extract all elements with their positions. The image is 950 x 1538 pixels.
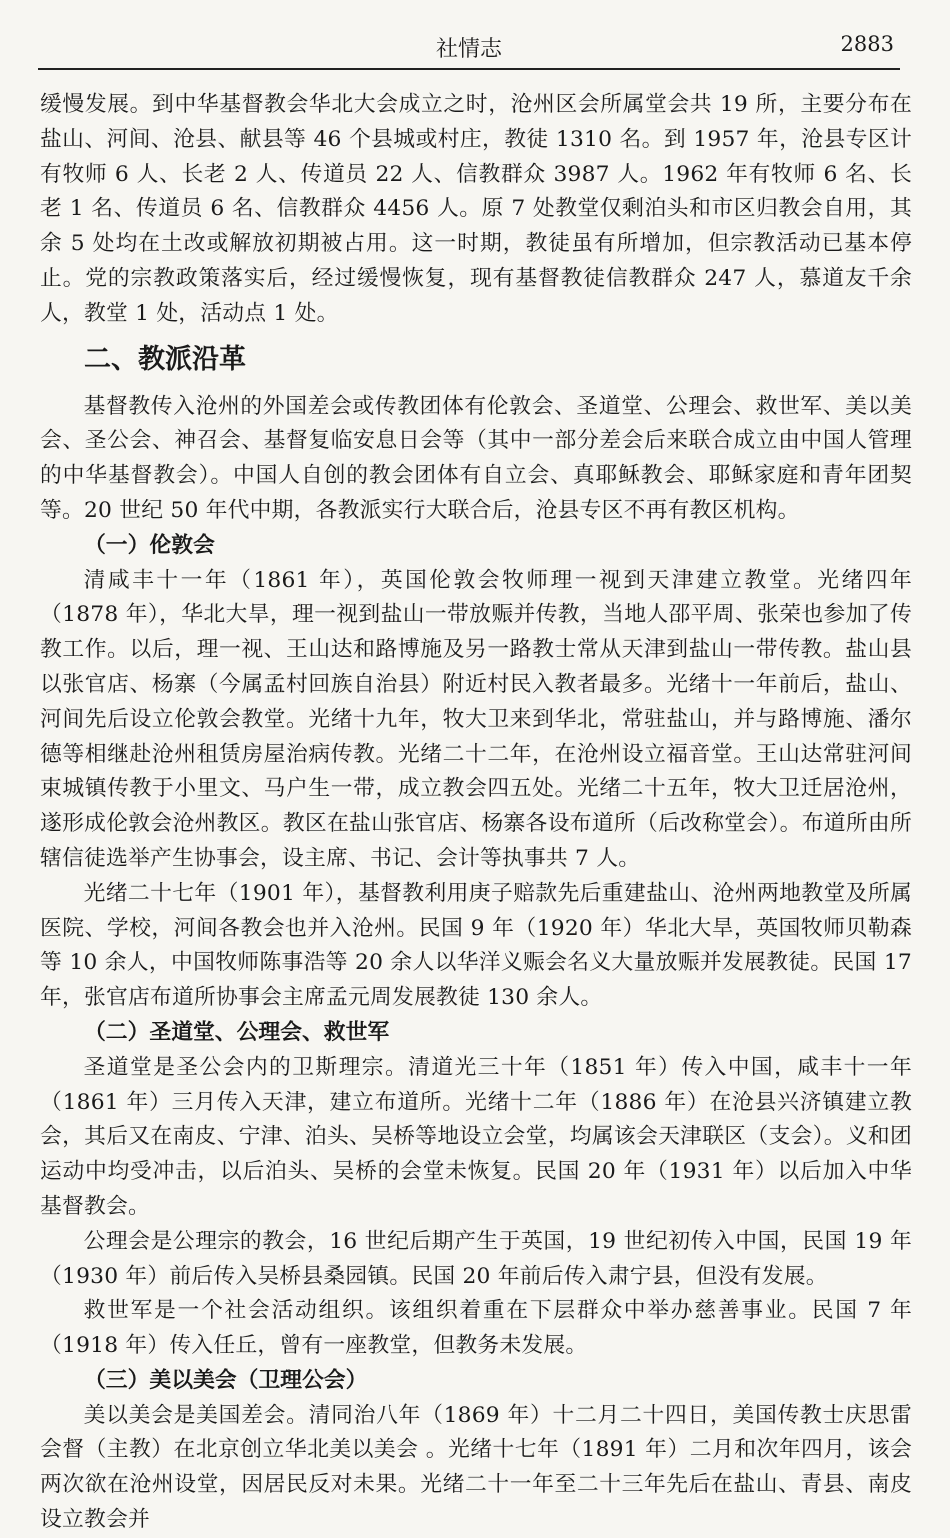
paragraph: 圣道堂是圣公会内的卫斯理宗。清道光三十年（1851 年）传入中国，咸丰十一年（1861 年）三月传入天津，建立布道所。光绪十二年（1886 年）在沧县兴济镇建立教会，其后又在南皮、宁津、泊头、吴桥等地设立会堂，均属该会天津联区（支会）。义和团运动中均受冲击，以后泊头、吴桥的会堂未恢复。民国 20 年（1931 年）以后加入中华基督教会。 xyxy=(40,1054,912,1219)
paragraph: 光绪二十七年（1901 年），基督教利用庚子赔款先后重建盐山、沧州两地教堂及所属医院、学校，河间各教会也并入沧州。民国 9 年（1920 年）华北大旱，英国牧师贝勒森等 10 余人，中国牧师陈事浩等 20 余人以华洋义赈会名义大量放赈并发展教徒。民国 17 年，张官店布道所协事会主席孟元周发展教徒 130 余人。 xyxy=(40,880,912,1011)
paragraph: 救世军是一个社会活动组织。该组织着重在下层群众中举办慈善事业。民国 7 年（1918 年）传入任丘，曾有一座教堂，但教务未发展。 xyxy=(40,1298,912,1359)
page-body xyxy=(40,88,912,1538)
running-title: 社情志 xyxy=(435,37,502,62)
subsection-heading: （三）美以美会（卫理公会） xyxy=(84,1367,368,1393)
paragraph: 基督教传入沧州的外国差会或传教团体有伦敦会、圣道堂、公理会、救世军、美以美会、圣公会、神召会、基督复临安息日会等（其中一部分差会后来联合成立由中国人管理的中华基督教会）。中国人自创的教会团体有自立会、真耶稣教会、耶稣家庭和青年团契等。20 世纪 50 年代中期，各教派实行大联合后，沧县专区不再有教区机构。 xyxy=(40,393,912,523)
section-heading: 二、教派沿革 xyxy=(84,343,246,375)
paragraph: 美以美会是美国差会。清同治八年（1869 年）十二月二十四日，美国传教士庆思雷会督（主教）在北京创立华北美以美会 。光绪十七年（1891 年）二月和次年四月，该会两次欲在沧州设堂，因居民反对未果。光绪二十一年至二十三年先后在盐山、青县、南皮设立教会并 xyxy=(40,1402,912,1533)
paragraph-continued: 缓慢发展。到中华基督教会华北大会成立之时，沧州区会所属堂会共 19 所，主要分布在盐山、河间、沧县、献县等 46 个县城或村庄，教徒 1310 名。到 1957 年，沧县专区计有牧师 6 人、长老 2 人、传道员 22 人、信教群众 3987 人。1962 年有牧师 6 名、长老 1 名、传道员 6 名、信教群众 4456 人。原 7 处教堂仅剩泊头和市区归教会自用，其余 5 处均在土改或解放初期被占用。这一时期，教徒虽有所增加，但宗教活动已基本停止。党的宗教政策落实后，经过缓慢恢复，现有基督教徒信教群众 247 人，慕道友千余人，教堂 1 处，活动点 1 处。 xyxy=(40,92,912,326)
page-number: 2883 xyxy=(840,32,894,56)
paragraph: 公理会是公理宗的教会，16 世纪后期产生于英国，19 世纪初传入中国，民国 19 年（1930 年）前后传入吴桥县桑园镇。民国 20 年前后传入肃宁县，但没有发展。 xyxy=(40,1228,912,1289)
subsection-heading: （一）伦敦会 xyxy=(84,532,215,558)
paragraph: 清咸丰十一年（1861 年），英国伦敦会牧师理一视到天津建立教堂。光绪四年（1878 年），华北大旱，理一视到盐山一带放赈并传教，当地人邵平周、张荣也参加了传教工作。以后，理一视、王山达和路博施及另一路教士常从天津到盐山一带传教。盐山县以张官店、杨寨（今属孟村回族自治县）附近村民入教者最多。光绪十一年前后，盐山、河间先后设立伦敦会教堂。光绪十九年，牧大卫来到华北，常驻盐山，并与路博施、潘尔德等相继赴沧州租赁房屋治病传教。光绪二十二年，在沧州设立福音堂。王山达常驻河间束城镇传教于小里文、马户生一带，成立教会四五处。光绪二十五年，牧大卫迁居沧州，遂形成伦敦会沧州教区。教区在盐山张官店、杨寨各设布道所（后改称堂会）。布道所由所辖信徒选举产生协事会，设主席、书记、会计等执事共 7 人。 xyxy=(40,567,912,871)
page-header xyxy=(38,30,900,70)
subsection-heading: （二）圣道堂、公理会、救世军 xyxy=(84,1019,390,1045)
